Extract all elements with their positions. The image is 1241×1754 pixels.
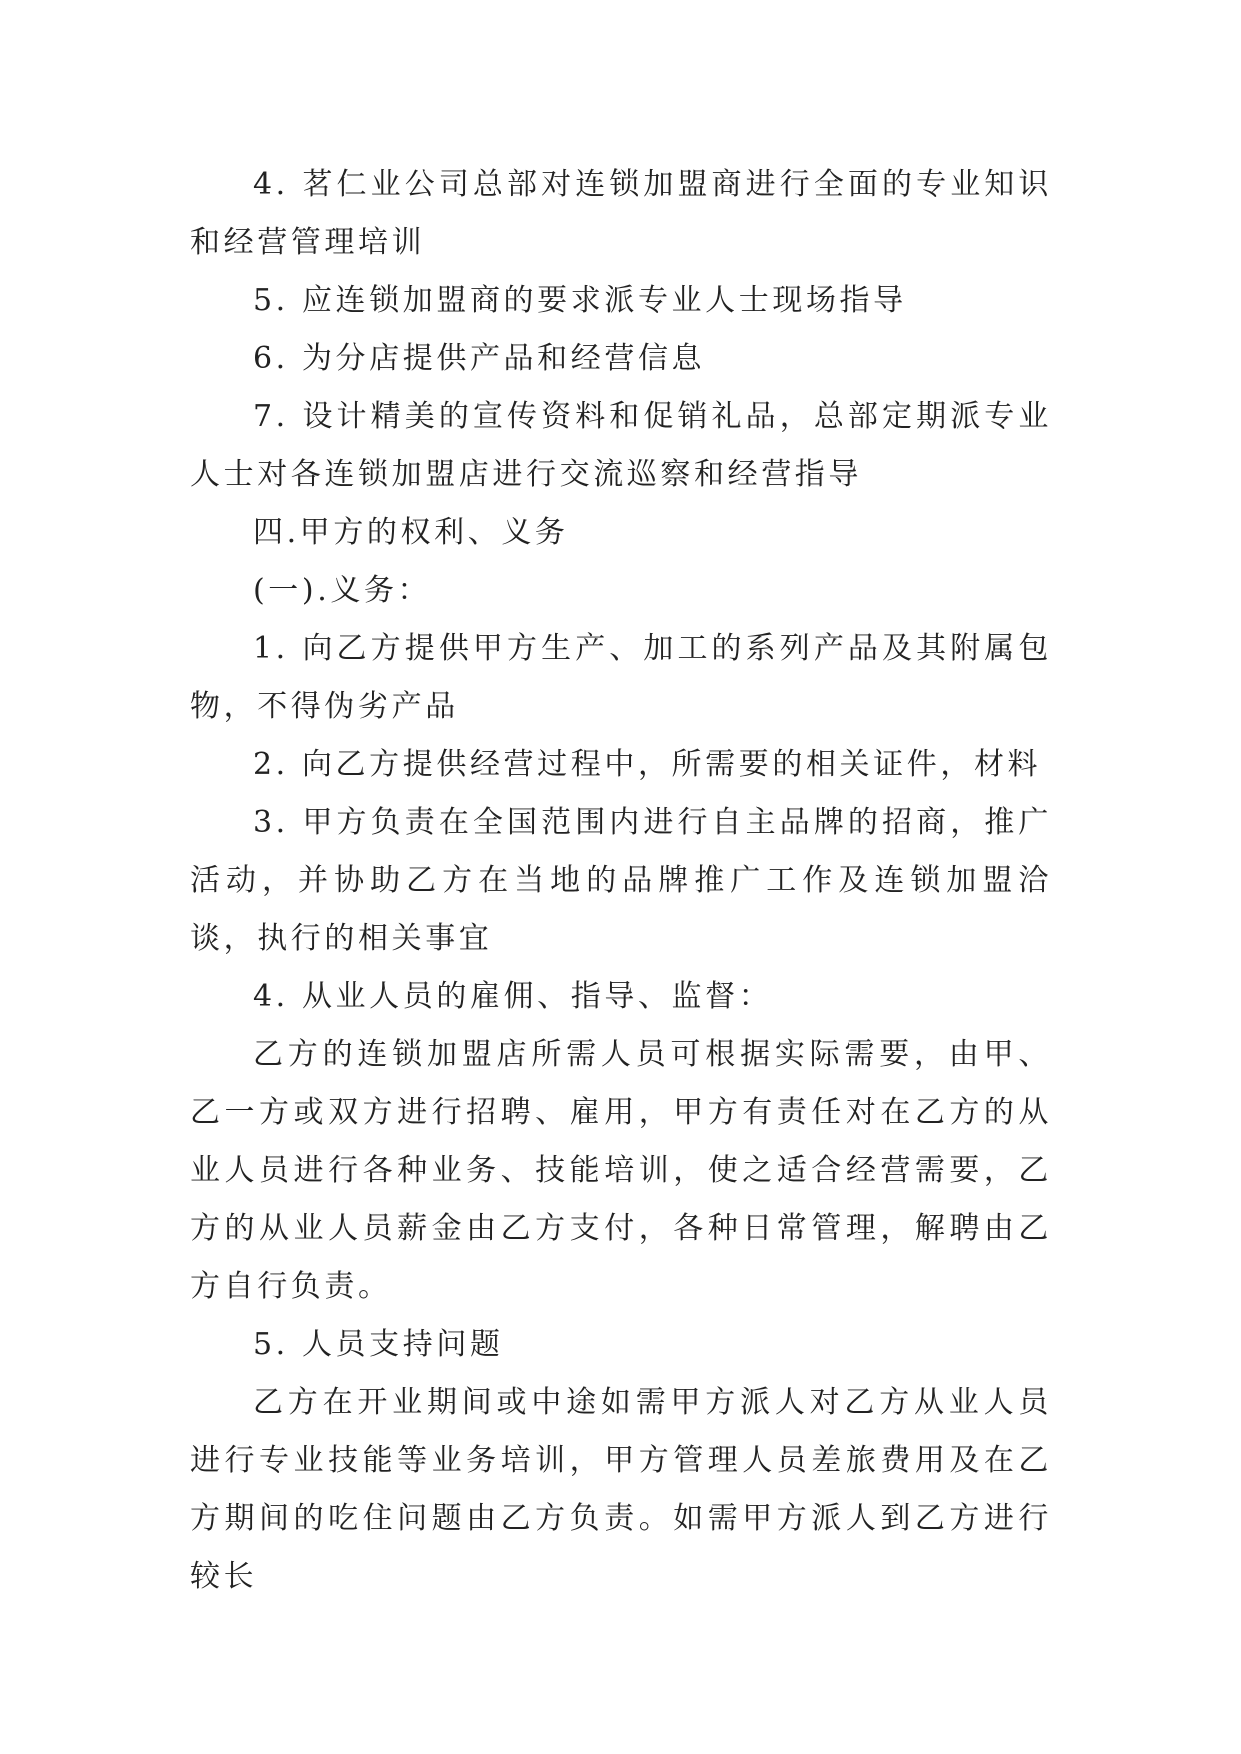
paragraph-obligation-1: 1. 向乙方提供甲方生产、加工的系列产品及其附属包物，不得伪劣产品 <box>190 631 1052 724</box>
paragraph-obligation-2: 2. 向乙方提供经营过程中，所需要的相关证件，材料 <box>253 747 1042 782</box>
section-heading-party-a-rights: 四.甲方的权利、义务 <box>253 515 569 550</box>
paragraph-item-5-onsite-guidance: 5. 应连锁加盟商的要求派专业人士现场指导 <box>253 283 907 318</box>
paragraph-obligation-5: 5. 人员支持问题 <box>253 1327 504 1362</box>
paragraph-item-7-promotion: 7. 设计精美的宣传资料和促销礼品，总部定期派专业人士对各连锁加盟店进行交流巡察和经营指导 <box>190 399 1052 492</box>
paragraph-obligation-3: 3. 甲方负责在全国范围内进行自主品牌的招商，推广活动，并协助乙方在当地的品牌推广工作及连锁加盟洽谈，执行的相关事宜 <box>190 805 1052 956</box>
subsection-heading-obligations: (一).义务： <box>253 573 432 608</box>
paragraph-staffing-details: 乙方的连锁加盟店所需人员可根据实际需要，由甲、乙一方或双方进行招聘、雇用，甲方有责任对在乙方的从业人员进行各种业务、技能培训，使之适合经营需要，乙方的从业人员薪金由乙方支付，各种日常管理，解聘由乙方自行负责。 <box>190 1037 1052 1304</box>
paragraph-obligation-4: 4. 从业人员的雇佣、指导、监督： <box>253 979 773 1014</box>
document-body <box>190 156 1052 1606</box>
paragraph-item-4-training: 4. 茗仁业公司总部对连锁加盟商进行全面的专业知识和经营管理培训 <box>190 167 1052 260</box>
paragraph-support-details: 乙方在开业期间或中途如需甲方派人对乙方从业人员进行专业技能等业务培训，甲方管理人员差旅费用及在乙方期间的吃住问题由乙方负责。如需甲方派人到乙方进行较长 <box>190 1385 1052 1594</box>
paragraph-item-6-product-info: 6. 为分店提供产品和经营信息 <box>253 341 706 376</box>
